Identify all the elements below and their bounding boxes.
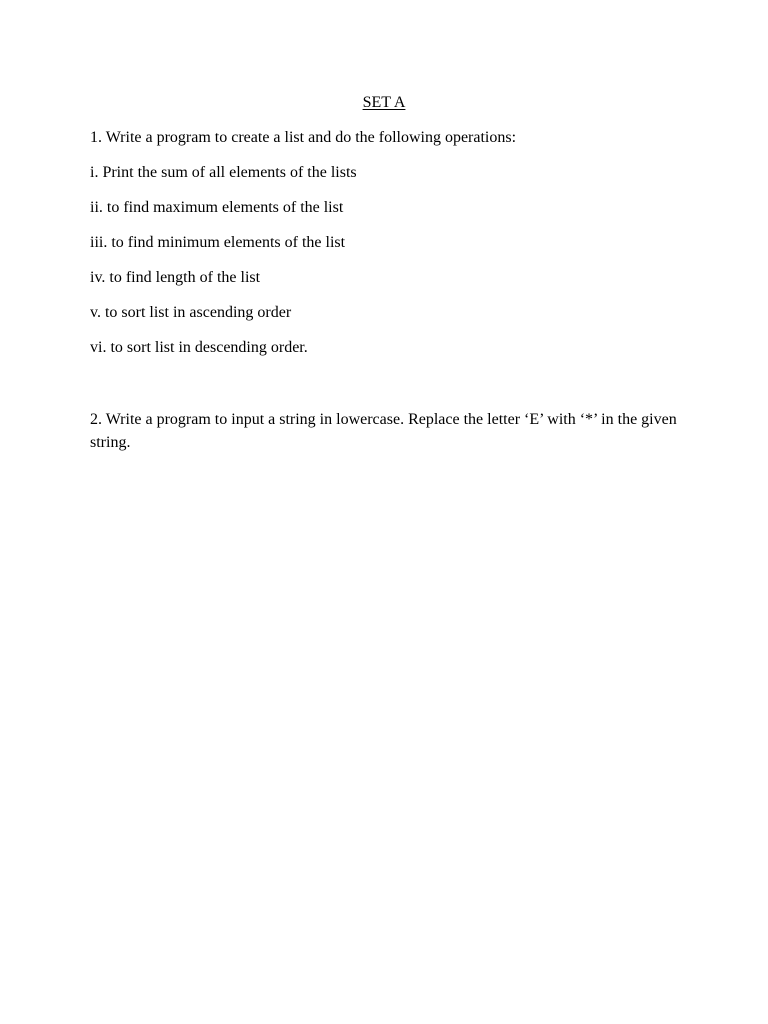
question-1-item: vi. to sort list in descending order. bbox=[90, 339, 308, 356]
question-1-item: ii. to find maximum elements of the list bbox=[90, 199, 344, 216]
question-1-item: i. Print the sum of all elements of the lists bbox=[90, 164, 357, 181]
question-1-item: iv. to find length of the list bbox=[90, 269, 261, 286]
question-1-item: v. to sort list in ascending order bbox=[90, 304, 292, 321]
question-2-text: 2. Write a program to input a string in lowercase. Replace the letter ‘E’ with ‘*’ in the given string. bbox=[90, 411, 677, 451]
document-title: SET A bbox=[362, 94, 406, 111]
question-1-text: 1. Write a program to create a list and do the following operations: bbox=[90, 129, 517, 146]
question-1-item: iii. to find minimum elements of the list bbox=[90, 234, 346, 251]
